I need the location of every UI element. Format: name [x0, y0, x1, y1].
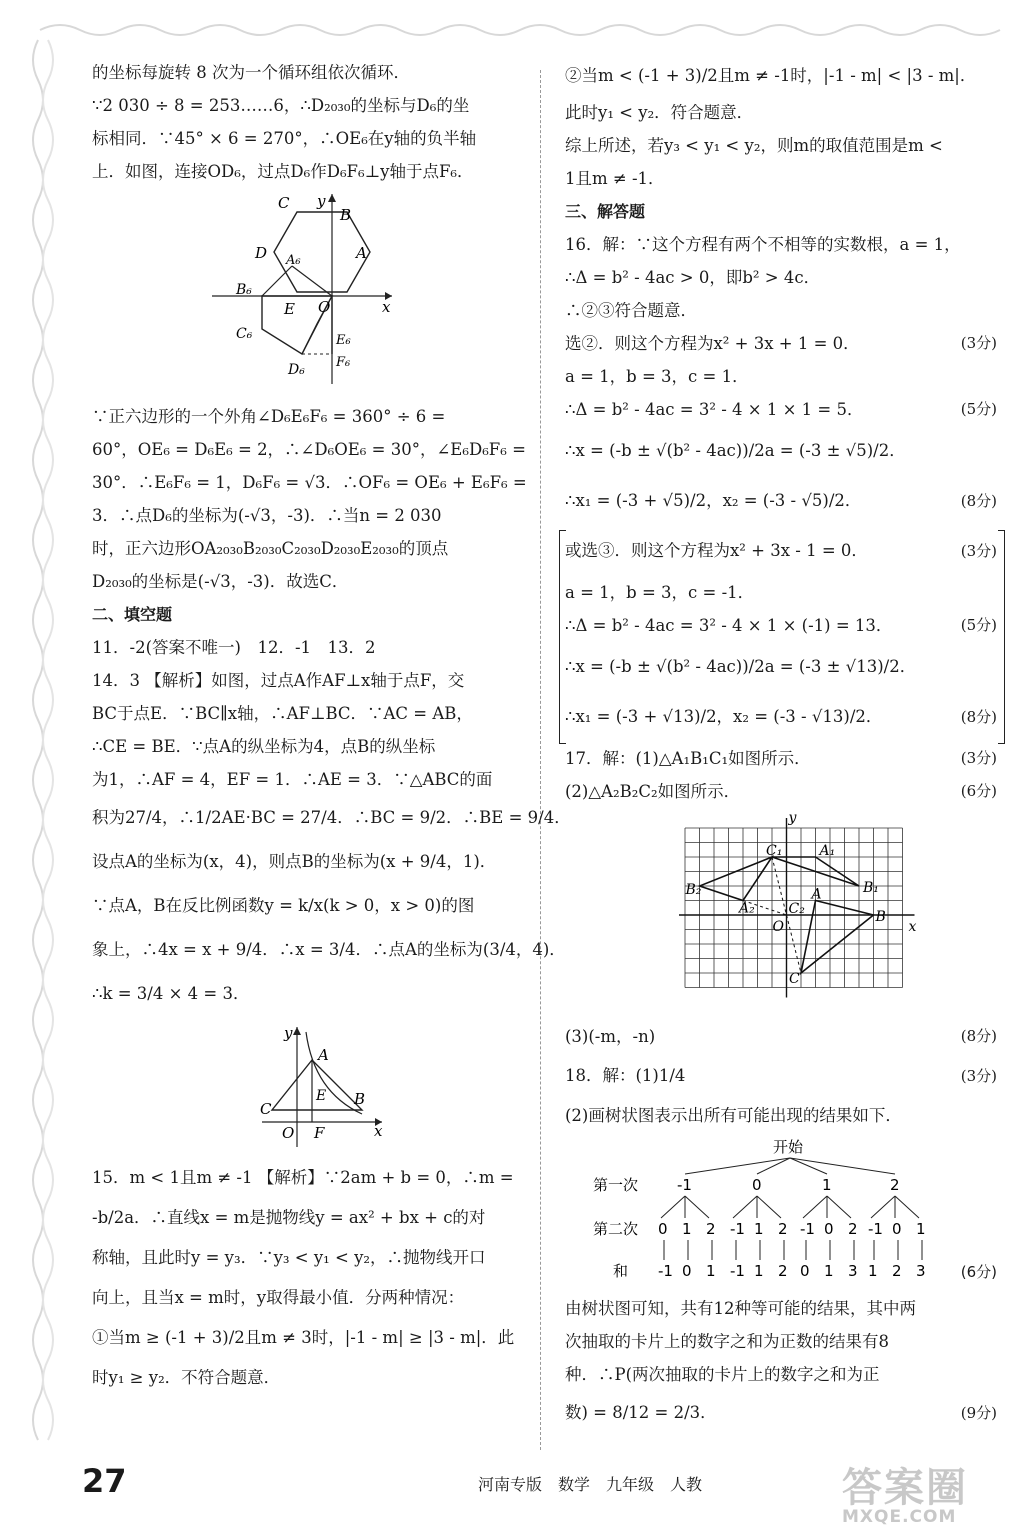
tree-second: -1	[730, 1220, 745, 1238]
text-line	[565, 1053, 997, 1099]
q17-grid-diagram	[565, 814, 997, 1014]
tree-branch	[757, 1196, 781, 1218]
score: (5分)	[960, 616, 997, 634]
tree-second-row	[658, 1220, 926, 1238]
score: (8分)	[960, 492, 997, 510]
tree-sum: 1	[754, 1262, 764, 1280]
score: (3分)	[960, 542, 997, 560]
tree-branch	[733, 1196, 757, 1218]
text-line: ∴x = (-b ± √(b² - 4ac))/2a = (-3 ± √5)/2．	[565, 441, 906, 460]
text-line: 3．∴点D₆的坐标为(-√3，-3)．∴当n = 2 030	[92, 506, 442, 525]
watermark-top: 答案圈	[842, 1465, 968, 1511]
q14-figure	[92, 1022, 522, 1152]
text-line: 15．m < 1且m ≠ -1 【解析】∵2am + b = 0，∴m =	[92, 1168, 514, 1187]
hex-label: D₆	[288, 362, 305, 378]
hex-label: E	[284, 300, 295, 318]
tree-second: 2	[778, 1220, 788, 1238]
text-line: ∵点A，B在反比例函数y = k/x(k > 0，x > 0)的图	[92, 896, 475, 915]
text-line	[565, 393, 997, 426]
text-line: ∴CE = BE．∵点A的纵坐标为4，点B的纵坐标	[92, 737, 436, 756]
text-line	[565, 476, 997, 526]
tree-first: -1	[677, 1176, 692, 1194]
triangle-a2b2c2	[700, 857, 773, 901]
text-line: 综上所述，若y₃ < y₁ < y₂，则m的取值范围是m <	[565, 136, 943, 155]
tree-sum: 2	[778, 1262, 788, 1280]
text-line: 设点A的坐标为(x，4)，则点B的坐标为(x + 9/4，1)．	[92, 852, 497, 871]
score: (8分)	[960, 1027, 997, 1045]
tree-sum: 3	[916, 1262, 926, 1280]
text-line: 时，正六边形OA₂₀₃₀B₂₀₃₀C₂₀₃₀D₂₀₃₀E₂₀₃₀的顶点	[92, 539, 449, 558]
triangle-abc	[801, 901, 874, 974]
text-line	[565, 526, 997, 576]
hex-label: C	[278, 194, 290, 212]
tree-svg	[565, 1138, 997, 1286]
text-line: ∴②③符合题意．	[565, 301, 697, 320]
score: (3分)	[960, 1067, 997, 1085]
tree-second: 2	[848, 1220, 858, 1238]
tree-diagram	[565, 1138, 997, 1286]
tree-second: 2	[706, 1220, 716, 1238]
text-line: 11．-2(答案不唯一) 12．-1 13．2	[92, 638, 376, 657]
text-line: 由树状图可知，共有12种等可能的结果，其中两	[565, 1299, 916, 1318]
tree-branch	[661, 1196, 685, 1218]
tree-row-label: 第二次	[593, 1220, 639, 1238]
tree-second: -1	[800, 1220, 815, 1238]
text-line	[565, 327, 997, 360]
score: (5分)	[960, 400, 997, 418]
hex-label: A	[356, 244, 367, 262]
score: (3分)	[960, 749, 997, 767]
hex-label: F₆	[336, 355, 351, 370]
text-line: 次抽取的卡片上的数字之和为正数的结果有8	[565, 1332, 889, 1351]
tree-row-label: 第一次	[593, 1176, 639, 1194]
text-line: 1且m ≠ -1．	[565, 169, 665, 188]
text-line: ∵2 030 ÷ 8 = 253……6，∴D₂₀₃₀的坐标与D₆的坐	[92, 96, 470, 115]
watermark-logo	[842, 1456, 968, 1527]
text-line	[565, 692, 997, 742]
hex-label: B	[340, 206, 352, 224]
tree-sums-row	[658, 1262, 926, 1280]
text-line: ②当m < (-1 + 3)/2且m ≠ -1时，|-1 - m| < |3 - m|．	[565, 66, 977, 85]
q14-label: F	[314, 1124, 325, 1142]
section-heading: 二、填空题	[92, 605, 173, 624]
grid-label: A	[811, 886, 822, 903]
text-line: 称轴，且此时y = y₃．∵y₃ < y₁ < y₂，∴抛物线开口	[92, 1248, 486, 1267]
text-line: 16．解：∵这个方程有两个不相等的实数根，a = 1，	[565, 235, 961, 254]
text-line: a = 1，b = 3，c = -1．	[565, 583, 755, 602]
text-line: ∴k = 3/4 × 4 = 3．	[92, 984, 250, 1003]
eq-text: 或选③．则这个方程为x² + 3x - 1 = 0．	[565, 541, 868, 560]
q14-label: y	[284, 1024, 293, 1042]
hex-label: E₆	[336, 333, 351, 348]
grid-label: C₂	[788, 901, 805, 917]
tree-sum: 1	[868, 1262, 878, 1280]
text-line: 60°，OE₆ = D₆E₆ = 2，∴∠D₆OE₆ = 30°，∠E₆D₆F₆ =	[92, 440, 526, 459]
text-line: D₂₀₃₀的坐标是(-√3，-3)．故选C．	[92, 572, 349, 591]
text-line: (2)画树状图表示出所有可能出现的结果如下．	[565, 1106, 902, 1125]
text-line	[565, 775, 997, 808]
q14-label: x	[374, 1122, 383, 1140]
grid-label: x	[908, 919, 917, 935]
score: (9分)	[960, 1404, 997, 1422]
q14-label: O	[282, 1124, 295, 1142]
text-line	[565, 1391, 997, 1435]
section-heading: 三、解答题	[565, 202, 646, 221]
eq-text: 选②．则这个方程为x² + 3x + 1 = 0．	[565, 334, 860, 353]
text-line: 此时y₁ < y₂．符合题意．	[565, 103, 754, 122]
tree-sum: 1	[706, 1262, 716, 1280]
tree-branch	[685, 1196, 709, 1218]
text-line: -b/2a．∴直线x = m是抛物线y = ax² + bx + c的对	[92, 1208, 486, 1227]
text-line: 向上，且当x = m时，y取得最小值．分两种情况：	[92, 1288, 465, 1307]
text-line	[565, 1020, 997, 1053]
text-line	[565, 742, 997, 775]
column-divider	[540, 70, 541, 1450]
tree-branch	[871, 1196, 895, 1218]
tree-second: 1	[754, 1220, 764, 1238]
tree-sum: 3	[848, 1262, 858, 1280]
text-line	[565, 609, 997, 642]
eq-text: ∴x₁ = (-3 + √13)/2，x₂ = (-3 - √13)/2．	[565, 707, 883, 726]
eq-text: (3)(-m，-n)	[565, 1027, 656, 1046]
page-number: 27	[82, 1462, 127, 1500]
tree-first: 0	[752, 1176, 762, 1194]
tree-second: -1	[868, 1220, 883, 1238]
eq-text: ∴x₁ = (-3 + √5)/2，x₂ = (-3 - √5)/2．	[565, 491, 862, 510]
watermark-bottom: MXQE.COM	[842, 1507, 957, 1527]
score: (6分)	[960, 782, 997, 800]
tree-sum: 1	[824, 1262, 834, 1280]
tree-second: 0	[658, 1220, 668, 1238]
hex-label: x	[382, 298, 391, 316]
tree-second: 1	[682, 1220, 692, 1238]
grid-label: A₁	[819, 843, 836, 859]
text-line: 种．∴P(两次抽取的卡片上的数字之和为正	[565, 1365, 880, 1384]
tree-second: 0	[824, 1220, 834, 1238]
tree-sum: -1	[730, 1262, 745, 1280]
text-line: ∴Δ = b² - 4ac > 0，即b² > 4c．	[565, 268, 821, 287]
hex-label: C₆	[236, 326, 253, 342]
score: (6分)	[960, 1263, 997, 1281]
text-line: 标相同．∵45° × 6 = 270°，∴OE₆在y轴的负半轴	[92, 129, 477, 148]
tree-first: 1	[822, 1176, 832, 1194]
tree-second: 0	[892, 1220, 902, 1238]
eq-text: ∴Δ = b² - 4ac = 3² - 4 × 1 × (-1) = 13．	[565, 616, 893, 635]
q14-label: C	[260, 1100, 272, 1118]
q14-label: B	[354, 1090, 366, 1108]
hex-label: y	[317, 194, 326, 210]
hexagon-figure	[92, 194, 522, 394]
text-line: 为1，∴AF = 4，EF = 1．∴AE = 3．∵△ABC的面	[92, 770, 493, 789]
bracket-right	[998, 530, 1005, 744]
eq-text: 18．解：(1)1/4	[565, 1066, 686, 1085]
grid-label: B₂	[685, 882, 702, 898]
tree-start: 开始	[773, 1138, 804, 1156]
text-line: 14．3 【解析】如图，过点A作AF⊥x轴于点F，交	[92, 671, 465, 690]
text-line: 积为27/4，∴1/2AE·BC = 27/4．∴BC = 9/2．∴BE = 9/4．	[92, 808, 571, 827]
tree-sum: -1	[658, 1262, 673, 1280]
grid-label: C₁	[766, 843, 783, 859]
score: (3分)	[960, 334, 997, 352]
q14-label: E	[316, 1088, 327, 1104]
grid-label: B₁	[863, 880, 879, 896]
eq-text: 数) = 8/12 = 2/3．	[565, 1403, 717, 1422]
grid-label: C	[789, 971, 800, 987]
hexagon-diagram	[92, 194, 522, 394]
hex-label: D	[255, 244, 268, 262]
eq-text: 17．解：(1)△A₁B₁C₁如图所示．	[565, 749, 811, 768]
text-line: 时y₁ ≥ y₂．不符合题意．	[92, 1368, 281, 1387]
text-line: ∴x = (-b ± √(b² - 4ac))/2a = (-3 ± √13)/2．	[565, 657, 917, 676]
left-column	[92, 56, 571, 1398]
grid-label: A₂	[739, 900, 755, 917]
tree-sum: 2	[892, 1262, 902, 1280]
text-line: ①当m ≥ (-1 + 3)/2且m ≠ 3时，|-1 - m| ≥ |3 - m|．此	[92, 1328, 515, 1347]
hex-label: O	[318, 298, 331, 316]
hex-label: B₆	[236, 282, 252, 298]
tree-second: 1	[916, 1220, 926, 1238]
tree-row-label: 和	[613, 1262, 629, 1280]
tree-branch	[895, 1196, 919, 1218]
alternative-solution	[565, 526, 997, 742]
grid-label: y	[788, 814, 797, 826]
text-line: 的坐标每旋转 8 次为一个循环组依次循环．	[92, 63, 410, 82]
tree-branch	[803, 1196, 827, 1218]
tree-branch	[827, 1196, 851, 1218]
hex-label: A₆	[286, 253, 301, 268]
q17-grid-figure	[565, 814, 997, 1014]
right-column	[565, 56, 997, 1435]
grid-label: O	[772, 919, 784, 935]
text-line: 象上，∴4x = x + 9/4．∴x = 3/4．∴点A的坐标为(3/4，4)．	[92, 940, 566, 959]
grid-label: B	[875, 909, 886, 925]
eq-text: ∴Δ = b² - 4ac = 3² - 4 × 1 × 1 = 5．	[565, 400, 864, 419]
q14-diagram	[92, 1022, 522, 1152]
tree-sum: 0	[800, 1262, 810, 1280]
text-line: 上．如图，连接OD₆，过点D₆作D₆F₆⊥y轴于点F₆．	[92, 162, 474, 181]
text-line: BC于点E．∵BC∥x轴，∴AF⊥BC．∵AC = AB，	[92, 704, 473, 723]
footer-text: 河南专版 数学 九年级 人教	[478, 1475, 703, 1494]
text-line: a = 1，b = 3，c = 1．	[565, 367, 749, 386]
tree-first: 2	[890, 1176, 900, 1194]
text-line: ∵正六边形的一个外角∠D₆E₆F₆ = 360° ÷ 6 =	[92, 407, 446, 426]
q14-label: A	[318, 1046, 329, 1064]
eq-text: (2)△A₂B₂C₂如图所示．	[565, 782, 741, 801]
text-line: 30°．∴E₆F₆ = 1，D₆F₆ = √3．∴OF₆ = OE₆ + E₆F₆ =	[92, 473, 527, 492]
score: (8分)	[960, 708, 997, 726]
tree-sum: 0	[682, 1262, 692, 1280]
